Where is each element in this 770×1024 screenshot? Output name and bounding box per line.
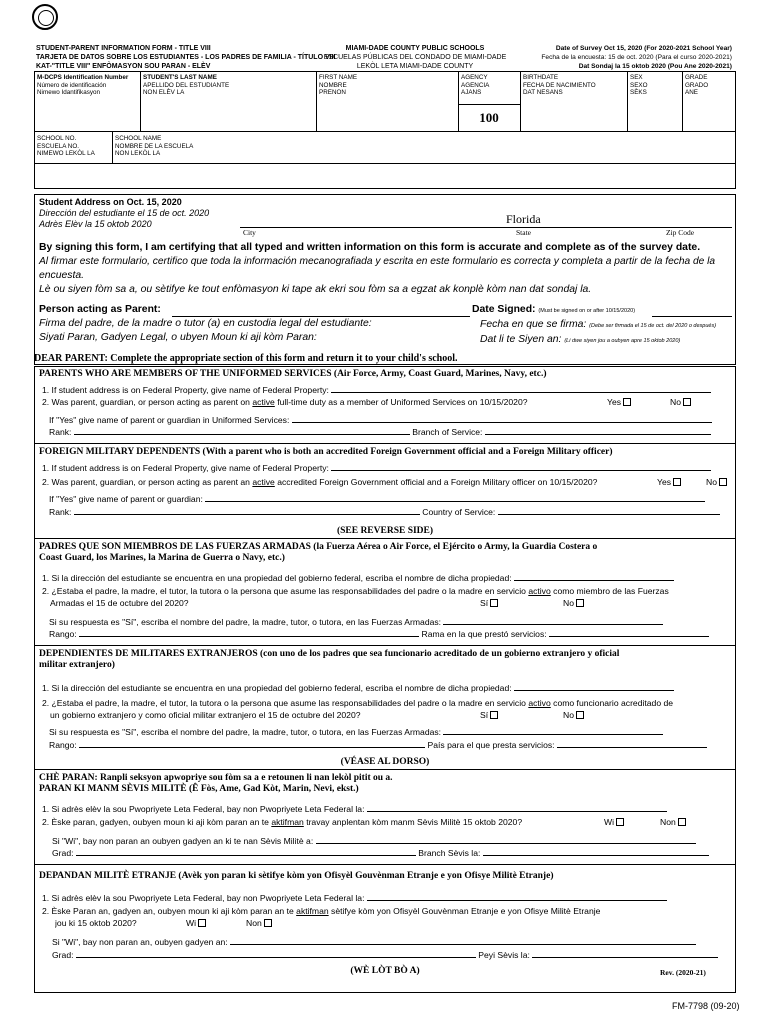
s3-rank-label: Rango: <box>49 629 77 639</box>
s2-q1 <box>42 463 732 474</box>
s4-q1 <box>42 683 732 694</box>
s6-q2-text-a: 2. Èske Paran an, gadyen an, oubyen moun ki aji kòm paran an te <box>42 906 294 916</box>
date-signed-es: Fecha en que se firma: <box>480 319 587 330</box>
s2-q3-field[interactable] <box>205 501 705 502</box>
s4-rank-label: Rango: <box>49 740 77 750</box>
s3-rank-field[interactable] <box>79 636 419 637</box>
s6-q1-text: 1. Si adrès elèv la sou Pwopriyete Leta Federal, bay non Pwopriyete Leta Federal la: <box>42 893 365 903</box>
s5-q2-aktifman: aktifman <box>271 817 304 827</box>
agency-box-top <box>458 104 520 105</box>
s4-rank-field[interactable] <box>79 747 425 748</box>
s2-no-label: No <box>706 477 717 487</box>
date-signed-ht: Dat li te Siyen an: <box>480 334 562 345</box>
grid-col-4 <box>520 71 521 131</box>
s1-no-checkbox[interactable] <box>683 398 691 406</box>
s2-q3 <box>49 494 732 505</box>
s6-yes <box>186 918 206 929</box>
s2-q2 <box>42 477 662 488</box>
s1-rank-row <box>49 427 732 438</box>
parent-signature-line[interactable] <box>172 316 470 317</box>
s5-q2-text-a: 2. Èske paran, gadyen, oubyen moun ki aji kòm paran an te <box>42 817 269 827</box>
grid-col-2 <box>316 71 317 131</box>
birthdate-ht: DAT NESANS <box>523 89 563 96</box>
s2-no-checkbox[interactable] <box>719 478 727 486</box>
id-label-es: Número de identificación <box>37 81 107 89</box>
district-name-en: MIAMI-DADE COUNTY PUBLIC SCHOOLS <box>345 45 485 52</box>
certify-es-1: Al firmar este formulario, certifico que toda la información mecanografiada y escrita en este formulario es correcta y completa a partir de la fecha de la <box>39 256 716 267</box>
s3-title-1: PADRES QUE SON MIEMBROS DE LAS FUERZAS ARMADAS (la Fuerza Aérea o Air Force, el Ejército o Army, la Guardia Costera o <box>39 542 598 552</box>
district-name-es: ESCUELAS PÚBLICAS DEL CONDADO DE MIAMI-DADE <box>323 54 507 61</box>
s4-q2-activo: activo <box>528 698 551 708</box>
sex-en: SEX <box>630 74 643 81</box>
s1-branch-field[interactable] <box>485 434 711 435</box>
grid-col-1 <box>140 71 141 131</box>
address-label <box>39 197 209 230</box>
school-name-en: SCHOOL NAME <box>115 135 162 142</box>
s6-rank-row <box>52 950 732 961</box>
s5-rank-field[interactable] <box>76 855 416 856</box>
state-caption: State <box>516 228 531 237</box>
s6-no-checkbox[interactable] <box>264 919 272 927</box>
birthdate-es: FECHA DE NACIMIENTO <box>523 81 596 89</box>
survey-date-es: Fecha de la encuesta: 15 de oct. 2020 (Para el curso 2020-2021) <box>541 54 732 61</box>
sex-ht: SÈKS <box>630 89 647 96</box>
form-number: FM-7798 (09-20) <box>672 1001 740 1011</box>
see-reverse-side: (SEE REVERSE SIDE) <box>336 526 434 536</box>
s6-q2 <box>42 906 732 917</box>
s1-no <box>670 397 691 408</box>
school-no-es: ESCUELA NO. <box>37 142 79 150</box>
s2-q2-text-a: 2. Was parent, guardian, or person acting as parent an <box>42 477 250 487</box>
s5-rank-row <box>52 848 732 859</box>
s5-yes <box>604 817 624 828</box>
grade-ht: ANE <box>685 89 698 96</box>
s2-q2-active: active <box>252 477 275 487</box>
school-no-label <box>37 135 95 158</box>
s5-q3-text: Si "Wi", bay non paran an oubyen gadyen an ki te nan Sèvis Militè a: <box>52 836 314 846</box>
s1-divider <box>34 443 736 444</box>
grade-es: GRADO <box>685 81 709 89</box>
date-signed-es-note: (Debe ser firmada el 15 de oct. del 2020 o después) <box>589 323 717 329</box>
id-label-ht: Nimewo Idantifikasyon <box>37 89 100 96</box>
s3-yes <box>480 598 498 609</box>
s2-q1-field[interactable] <box>331 470 711 471</box>
s6-q3-text: Si "Wi", bay non paran an, oubyen gadyen an: <box>52 937 228 947</box>
vease-al-dorso: (VÉASE AL DORSO) <box>340 757 430 767</box>
s3-no-checkbox[interactable] <box>576 599 584 607</box>
date-signed-en-note: (Must be signed on or after 10/15/2020) <box>538 308 636 314</box>
s5-yes-label: Wi <box>604 817 615 827</box>
s1-q3 <box>49 415 732 426</box>
last-name-label <box>143 74 229 97</box>
grid-col-5 <box>627 71 628 131</box>
grade-label <box>685 74 708 97</box>
header-left <box>36 44 335 71</box>
s4-yes-checkbox[interactable] <box>490 711 498 719</box>
section-es-foreign-title <box>39 649 619 671</box>
school-no-ht: NIMEWO LEKÒL LA <box>37 150 95 157</box>
s3-q2-text-a: 2. ¿Estaba el padre, la madre, el tutor, la tutora o la persona que asume las responsabilidades del padre o la madre en servicio <box>42 586 526 596</box>
city-caption: City <box>243 228 256 237</box>
s5-q2-text-b: travay anplentan kòm manm Sèvis Militè 15 oktob 2020? <box>306 817 523 827</box>
s2-no <box>706 477 727 488</box>
survey-date-ht: Dat Sondaj la 15 oktob 2020 (Pou Ane 2020-2021) <box>578 63 732 70</box>
s1-q1-text: 1. If student address is on Federal Property, give name of Federal Property: <box>42 385 329 395</box>
s1-q2-text-b: full-time duty as a member of Uniformed Services on 10/15/2020? <box>277 397 528 407</box>
s5-yes-checkbox[interactable] <box>616 818 624 826</box>
form-title-es: TARJETA DE DATOS SOBRE LOS ESTUDIANTES - LOS PADRES DE FAMILIA - TÍTULO VIII <box>36 54 336 61</box>
s2-country-field[interactable] <box>498 514 720 515</box>
s1-q2-active: active <box>252 397 275 407</box>
s6-q2-aktifman: aktifman <box>296 906 329 916</box>
parent-signature-labels <box>39 303 372 345</box>
birthdate-label <box>523 74 596 97</box>
s5-q2 <box>42 817 602 828</box>
s5-branch-field[interactable] <box>483 855 709 856</box>
last-name-ht: NON ELÈV LA <box>143 89 185 96</box>
dear-parent-instruction: DEAR PARENT: Complete the appropriate section of this form and return it to your child's school. <box>34 353 458 364</box>
s3-yes-checkbox[interactable] <box>490 599 498 607</box>
school-name-es: NOMBRE DE LA ESCUELA <box>115 142 194 150</box>
address-label-ht: Adrès Elèv la 15 oktob 2020 <box>39 219 152 229</box>
s2-q1-text: 1. If student address is on Federal Property, give name of Federal Property: <box>42 463 329 473</box>
s5-title-2: PARAN KI MANM SÈVIS MILITÈ (Ê Fòs, Ame, Gad Kòt, Marin, Nevi, ekst.) <box>39 784 359 794</box>
s1-q3-text: If "Yes" give name of parent or guardian in Uniformed Services: <box>49 415 290 425</box>
survey-date-en: Date of Survey Oct 15, 2020 (For 2020-2021 School Year) <box>555 45 732 52</box>
header-right <box>522 44 732 71</box>
sex-label <box>630 74 648 97</box>
s6-yes-label: Wi <box>186 918 197 928</box>
agency-es: AGENCIA <box>461 81 490 89</box>
id-label-en: M-DCPS Identification Number <box>37 74 129 81</box>
parent-sig-ht: Siyati Paran, Gadyen Legal, o ubyen Moun ki aji kòm Paran: <box>39 332 317 343</box>
district-name-ht: LEKÒL LETA MIAMI-DADE COUNTY <box>356 63 474 70</box>
s1-rank-label: Rank: <box>49 427 72 437</box>
s5-q3-field[interactable] <box>316 843 696 844</box>
s4-yes <box>480 710 498 721</box>
s6-no-label: Non <box>246 918 262 928</box>
s4-yes-label: Sí <box>480 710 489 720</box>
s3-rank-row <box>49 629 732 640</box>
s2-divider <box>34 538 736 539</box>
agency-en: AGENCY <box>461 74 488 81</box>
s3-q3-text: Si su respuesta es "Sí", escriba el nombre del padre, la madre, tutor, o tutora, en las Fuerzas Armadas: <box>49 617 442 627</box>
s4-q2 <box>42 698 732 709</box>
s1-yes-checkbox[interactable] <box>623 398 631 406</box>
s3-yes-label: Sí <box>480 598 489 608</box>
s5-divider <box>34 864 736 865</box>
parent-sig-es: Firma del padre, de la madre o tutor (a) en custodia legal del estudiante: <box>39 318 372 329</box>
s3-q2-activo: activo <box>528 586 551 596</box>
s4-title-2: militar extranjero) <box>39 660 115 670</box>
s2-yes-label: Yes <box>657 477 672 487</box>
s3-no-label: No <box>563 598 574 608</box>
address-line[interactable] <box>240 227 732 228</box>
s6-country-field[interactable] <box>532 957 718 958</box>
s3-q2-text-b: como miembro de las Fuerzas <box>553 586 669 596</box>
grade-en: GRADE <box>685 74 708 81</box>
s1-q2-text-a: 2. Was parent, guardian, or person acting as parent on <box>42 397 250 407</box>
school-name-label <box>115 135 193 158</box>
s3-branch-field[interactable] <box>549 636 709 637</box>
s5-rank-label: Grad: <box>52 848 74 858</box>
s4-no-checkbox[interactable] <box>576 711 584 719</box>
district-seal <box>32 4 58 30</box>
s4-country-field[interactable] <box>557 747 707 748</box>
form-title-en: STUDENT-PARENT INFORMATION FORM - TITLE VIII <box>36 45 211 52</box>
s4-no-label: No <box>563 710 574 720</box>
agency-ht: AJANS <box>461 89 482 96</box>
first-name-ht: PRENON <box>319 89 346 96</box>
s1-no-label: No <box>670 397 681 407</box>
date-signed-line[interactable] <box>652 316 732 317</box>
date-signed-ht-note: (Li dwe siyen jou a oubyen apre 15 oktob 2020) <box>564 338 681 344</box>
s4-q2-cont: un gobierno extranjero y como oficial militar extranjero el 15 de octubre del 2020? <box>50 710 361 720</box>
s5-q3 <box>52 836 732 847</box>
s6-country-label: Peyi Sèvis la: <box>478 950 530 960</box>
s3-q3-field[interactable] <box>443 624 663 625</box>
s1-q1-field[interactable] <box>331 392 711 393</box>
s6-q3 <box>52 937 732 948</box>
s6-q3-field[interactable] <box>230 944 696 945</box>
section-uniformed-title: PARENTS WHO ARE MEMBERS OF THE UNIFORMED SERVICES (Air Force, Army, Coast Guard, Marines, Navy, etc.) <box>39 369 547 379</box>
first-name-label <box>319 74 357 97</box>
s2-q2-text-b: accredited Foreign Government official and a Foreign Military officer on 10/15/2020? <box>277 477 598 487</box>
s2-yes-checkbox[interactable] <box>673 478 681 486</box>
grid-divider-2 <box>34 163 736 164</box>
s6-no <box>246 918 272 929</box>
agency-label <box>461 74 489 97</box>
s5-q1-text: 1. Si adrès elèv la sou Pwopriyete Leta Federal, bay non Pwopriyete Leta Federal la: <box>42 804 365 814</box>
last-name-es: APELLIDO DEL ESTUDIANTE <box>143 81 230 89</box>
date-signed-en: Date Signed: <box>472 304 536 315</box>
s3-q3 <box>49 617 732 628</box>
s6-rank-field[interactable] <box>76 957 476 958</box>
school-no-en: SCHOOL NO. <box>37 135 77 142</box>
s4-country-label: País para el que presta servicios: <box>427 740 555 750</box>
address-label-es: Dirección del estudiante el 15 de oct. 2020 <box>39 208 210 218</box>
s5-q1 <box>42 804 732 815</box>
s4-title-1: DEPENDIENTES DE MILITARES EXTRANJEROS (con uno de los padres que sea funcionario acreditado de un gobierno extranjero y oficial <box>39 649 620 659</box>
s5-q1-field[interactable] <box>367 811 667 812</box>
s1-branch-label: Branch of Service: <box>412 427 483 437</box>
s2-q3-text: If "Yes" give name of parent or guardian: <box>49 494 203 504</box>
s3-no <box>563 598 584 609</box>
birthdate-en: BIRTHDATE <box>523 74 559 81</box>
s5-branch-label: Branch Sèvis la: <box>418 848 481 858</box>
s6-rank-label: Grad: <box>52 950 74 960</box>
s3-q2 <box>42 586 732 597</box>
s2-rank-field[interactable] <box>74 514 420 515</box>
s4-q1-text: 1. Si la dirección del estudiante se encuentra en una propiedad del gobierno federal, escriba el nombre de dicha propiedad: <box>42 683 512 693</box>
s2-country-label: Country of Service: <box>422 507 496 517</box>
s3-q2-cont: Armadas el 15 de octubre del 2020? <box>50 598 189 608</box>
section-ht-military-title <box>39 773 393 795</box>
first-name-en: FIRST NAME <box>319 74 358 81</box>
last-name-en: STUDENT'S LAST NAME <box>143 74 217 81</box>
s5-no-checkbox[interactable] <box>678 818 686 826</box>
certify-es-2: encuesta. <box>39 270 85 281</box>
s4-no <box>563 710 584 721</box>
s1-rank-field[interactable] <box>74 434 410 435</box>
s3-title-2: Coast Guard, los Marines, la Marina de Guerra o Navy, etc.) <box>39 553 285 563</box>
zip-caption: Zip Code <box>666 228 695 237</box>
section-es-armed-title <box>39 542 597 564</box>
certify-ht: Lè ou siyen fòm sa a, ou sètifye ke tout enfòmasyon ki tape ak ekri sou fòm sa a egzat ak konplè kòm nan dat sondaj la. <box>39 284 592 295</box>
s3-divider <box>34 645 736 646</box>
s2-rank-row <box>49 507 732 518</box>
s5-title-1: CHÈ PARAN: Ranpli seksyon apwopriye sou fòm sa a e retounen li nan lekòl pitit ou a. <box>39 773 393 783</box>
section-ht-foreign-title: DEPANDAN MILITÈ ETRANJE (Avèk yon paran ki sètifye kòm yon Ofisyèl Gouvènman Etranje e yon Ofisye Militè Etranje) <box>39 871 554 881</box>
header-mid <box>320 44 510 71</box>
s4-rank-row <box>49 740 732 751</box>
s2-yes <box>657 477 681 488</box>
s1-q1 <box>42 385 732 396</box>
sex-es: SEXO <box>630 81 648 89</box>
s4-q3 <box>49 727 732 738</box>
grid-divider-1 <box>34 131 736 132</box>
s4-q3-field[interactable] <box>443 734 663 735</box>
s5-no <box>660 817 686 828</box>
first-name-es: NOMBRE <box>319 81 347 89</box>
address-label-en: Student Address on Oct. 15, 2020 <box>39 197 182 207</box>
state-value: Florida <box>506 212 541 226</box>
s2-rank-label: Rank: <box>49 507 72 517</box>
school-name-ht: NON LEKÒL LA <box>115 150 161 157</box>
s3-q1 <box>42 573 732 584</box>
s3-q1-text: 1. Si la dirección del estudiante se encuentra en una propiedad del gobierno federal, escriba el nombre de dicha propiedad: <box>42 573 512 583</box>
s6-q2-text-b: sètifye kòm yon Ofisyèl Gouvènman Etranje e yon Ofisye Militè Etranje <box>331 906 601 916</box>
s4-q1-field[interactable] <box>514 690 674 691</box>
s1-q3-field[interactable] <box>292 422 712 423</box>
s3-branch-label: Rama en la que prestó servicios: <box>421 629 547 639</box>
grid-col-school <box>112 131 113 163</box>
parent-sig-en: Person acting as Parent: <box>39 304 161 315</box>
id-label <box>37 74 128 97</box>
s6-q1-field[interactable] <box>367 900 667 901</box>
s5-no-label: Non <box>660 817 676 827</box>
s1-yes <box>607 397 631 408</box>
form-title-ht: KAT-"TITLE VIII" ENFÒMASYON SOU PARAN - ELÈV <box>36 63 211 70</box>
s4-q3-text: Si su respuesta es "Sí", escriba el nombre del padre, la madre, tutor, o tutora, en las Fuerzas Armadas: <box>49 727 442 737</box>
grid-col-6 <box>682 71 683 131</box>
s4-q2-text-a: 2. ¿Estaba el padre, la madre, el tutor, la tutora o la persona que asume las responsabilidades del padre o la madre en servicio <box>42 698 526 708</box>
s4-divider <box>34 769 736 770</box>
revision-label: Rev. (2020-21) <box>660 968 706 977</box>
agency-value: 100 <box>479 110 499 125</box>
s6-q1 <box>42 893 732 904</box>
certification-text <box>39 241 735 297</box>
s1-yes-label: Yes <box>607 397 622 407</box>
certify-en: By signing this form, I am certifying that all typed and written information on this form is accurate and complete as of the survey date. <box>39 242 701 253</box>
s3-q1-field[interactable] <box>514 580 674 581</box>
we-lot-bo-a: (WÈ LÒT BÒ A) <box>350 966 420 976</box>
s6-q2-cont: jou ki 15 oktob 2020? <box>55 918 137 928</box>
date-signed-labels <box>472 303 716 348</box>
section-foreign-title: FOREIGN MILITARY DEPENDENTS (With a parent who is both an accredited Foreign Government official and a Foreign Military officer) <box>39 447 613 457</box>
s6-yes-checkbox[interactable] <box>198 919 206 927</box>
s4-q2-text-b: como funcionario acreditado de <box>553 698 674 708</box>
